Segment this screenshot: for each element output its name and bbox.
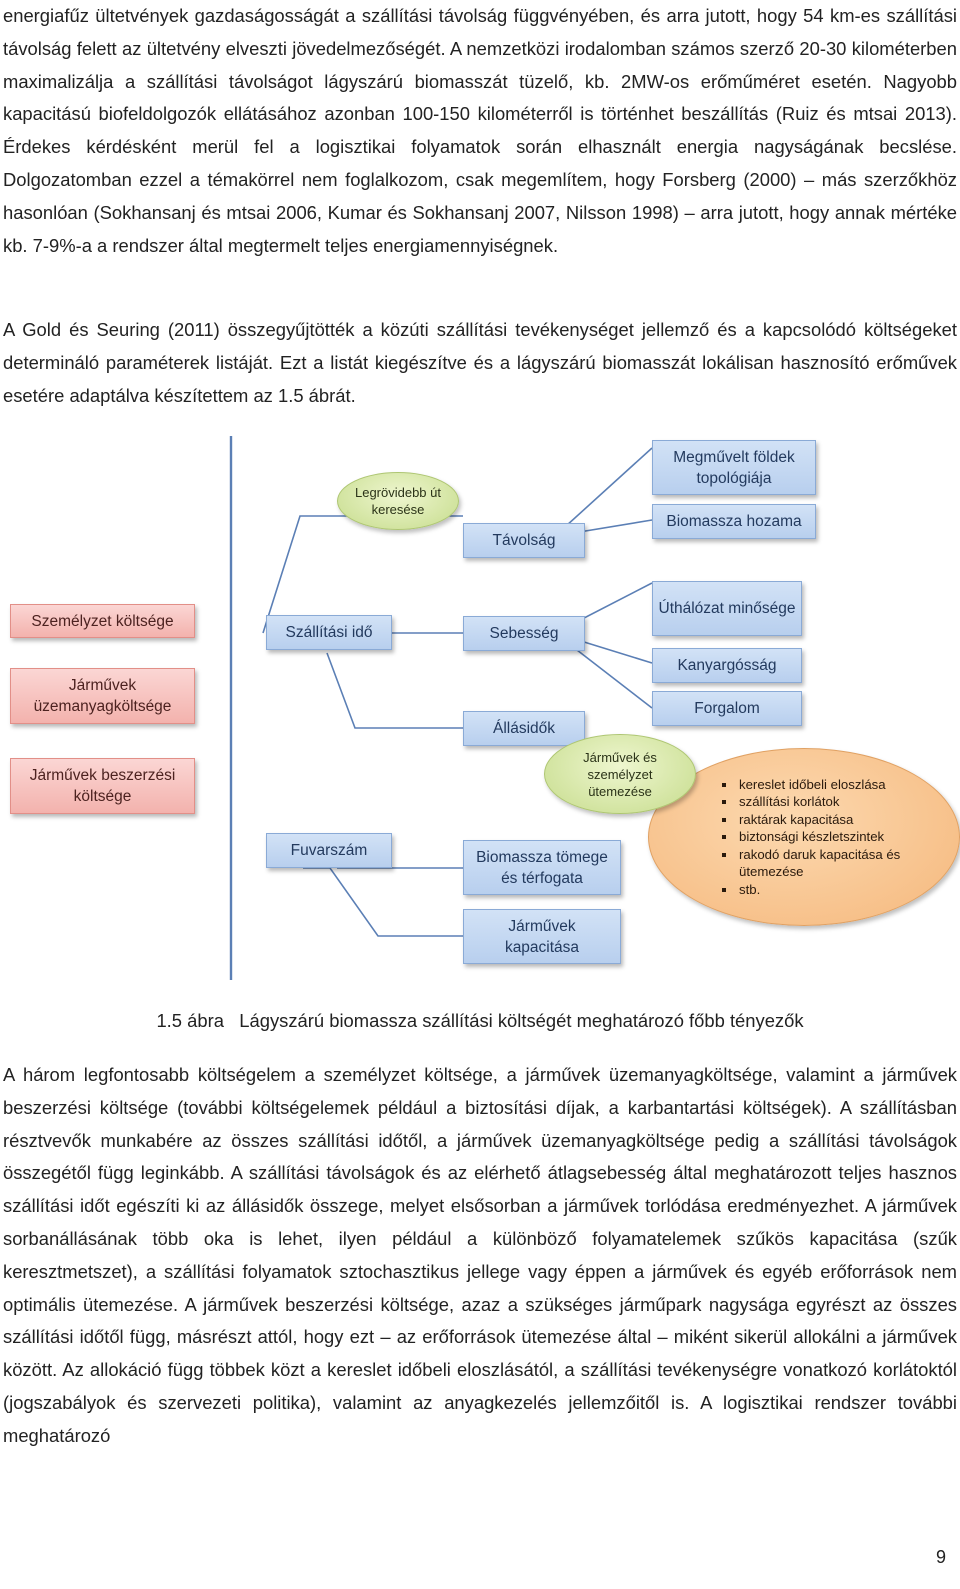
fuel-cost-box: Járművek üzemanyagköltsége	[10, 668, 195, 724]
shortest-path-ellipse: Legrövidebb út keresése	[337, 472, 459, 530]
connector-trips-capacity	[303, 868, 463, 936]
scheduling-ellipse: Járművek és személyzet ütemezése	[544, 734, 696, 814]
figure-caption	[0, 1006, 960, 1036]
curvature-box: Kanyargósság	[652, 648, 802, 683]
traffic-box: Forgalom	[652, 691, 802, 726]
yield-box: Biomassza hozama	[652, 504, 816, 539]
topology-box: Megművelt földek topológiája	[652, 440, 816, 495]
page-number: 9	[935, 1547, 946, 1567]
transport-time-box: Szállítási idő	[266, 615, 392, 650]
paragraph-2: A Gold és Seuring (2011) összegyűjtötték a közúti szállítási tevékenységet jellemző és a kapcsolódó költségeket determináló paraméterek listáját. Ezt a listát kiegészítve és a lágyszárú biomasszát lokálisan hasznosító erőművek esetére adaptálva készítettem az 1.5 ábrát.	[3, 319, 957, 406]
paragraph-3: A három legfontosabb költségelem a személyzet költsége, a járművek üzemanyagköltsége, valamint a járművek beszerzési költsége (további költségelemek például a biztosítási díjak, a karbantartási költségek). A szállításban résztvevők munkabére az összes szállítási időtől, a járművek üzemanyagköltsége pedig a szállítási távolságok összegétől függ leginkább. A szállítási távolságok és az elérhető átlagsebesség által meghatározott teljes hasznos szállítási időt egészíti ki az állásidők összege, melyet elsősorban a járművek torlódása eredményezhet. A járművek sorbanállásának több oka is lehet, ilyen például a különböző folyamatelemek szűkös kapacitása (szűk keresztmetszet), a szállítási folyamatok sztochasztikus jellege vagy éppen a járművek és egyéb erőforrások nem optimális ütemezése. A járművek beszerzési költsége, azaz a szükséges járműpark nagysága egyrészt az összes szállítási időtől függ, másrészt attól, hogy ezt – az erőforrások ütemezése által – miként sikerül allokálni a járművek között. Az allokáció függ többek közt a kereslet időbeli eloszlásától, a szállítási tevékenységre vonatkozó korlátoktól (jogszabályok és szervezeti politika), valamint az anyagkezelés jellemzőitől is. A logisztikai rendszer további meghatározó	[3, 1064, 957, 1446]
caption-number: 1.5 ábra	[156, 1010, 224, 1031]
other-factors-list: ▪ kereslet időbeli eloszlása ▪ szállítási korlátok ▪ raktárak kapacitása ▪ biztonsági készletszintek ▪ rakodó daruk kapacitása és ütemezése ▪ stb.	[719, 776, 909, 899]
purchase-cost-box: Járművek beszerzési költsége	[10, 758, 195, 814]
paragraph-1: energiafűz ültetvények gazdaságosságát a szállítási távolság függvényében, és arra jutott, hogy 54 km-es szállítási távolság felett az ültetvény elveszti jövedelmezőségét. A nemzetközi irodalomban számos szerző 20-30 kilométerben maximalizálja a szállítási távolságot lágyszárú biomasszát tüzelő, kb. 2MW-os erőműméret esetén. Nagyobb kapacitású biofeldolgozók ellátásához azonban 100-150 kilométerről is történhet beszállítás (Ruiz és mtsai 2013). Érdekes kérdésként merül fel a logisztikai folyamatok során elhasznált energia nagyságának becslése. Dolgozatomban ezzel a témakörrel nem foglalkozom, csak megemlítem, hogy Forsberg (2000) – más szerzőkhöz hasonlóan (Sokhansanj és mtsai 2006, Kumar és Sokhansanj 2007, Nilsson 1998) – arra jutott, hogy annak mértéke kb. 7-9%-a a rendszer által megtermelt teljes energiamennyiségnek.	[3, 5, 957, 256]
figure-transport-cost-factors	[0, 428, 960, 998]
trips-box: Fuvarszám	[266, 833, 392, 868]
biomass-mass-box: Biomassza tömege és térfogata	[463, 840, 621, 895]
distance-box: Távolság	[463, 523, 585, 558]
connector-time-idle	[327, 653, 463, 728]
personnel-cost-box: Személyzet költsége	[10, 604, 195, 638]
speed-box: Sebesség	[463, 616, 585, 651]
vehicle-capacity-box: Járművek kapacitása	[463, 909, 621, 964]
road-quality-box: Úthálózat minősége	[652, 581, 802, 636]
idle-times-box: Állásidők	[463, 711, 585, 746]
caption-text: Lágyszárú biomassza szállítási költségét meghatározó főbb tényezők	[239, 1010, 804, 1031]
